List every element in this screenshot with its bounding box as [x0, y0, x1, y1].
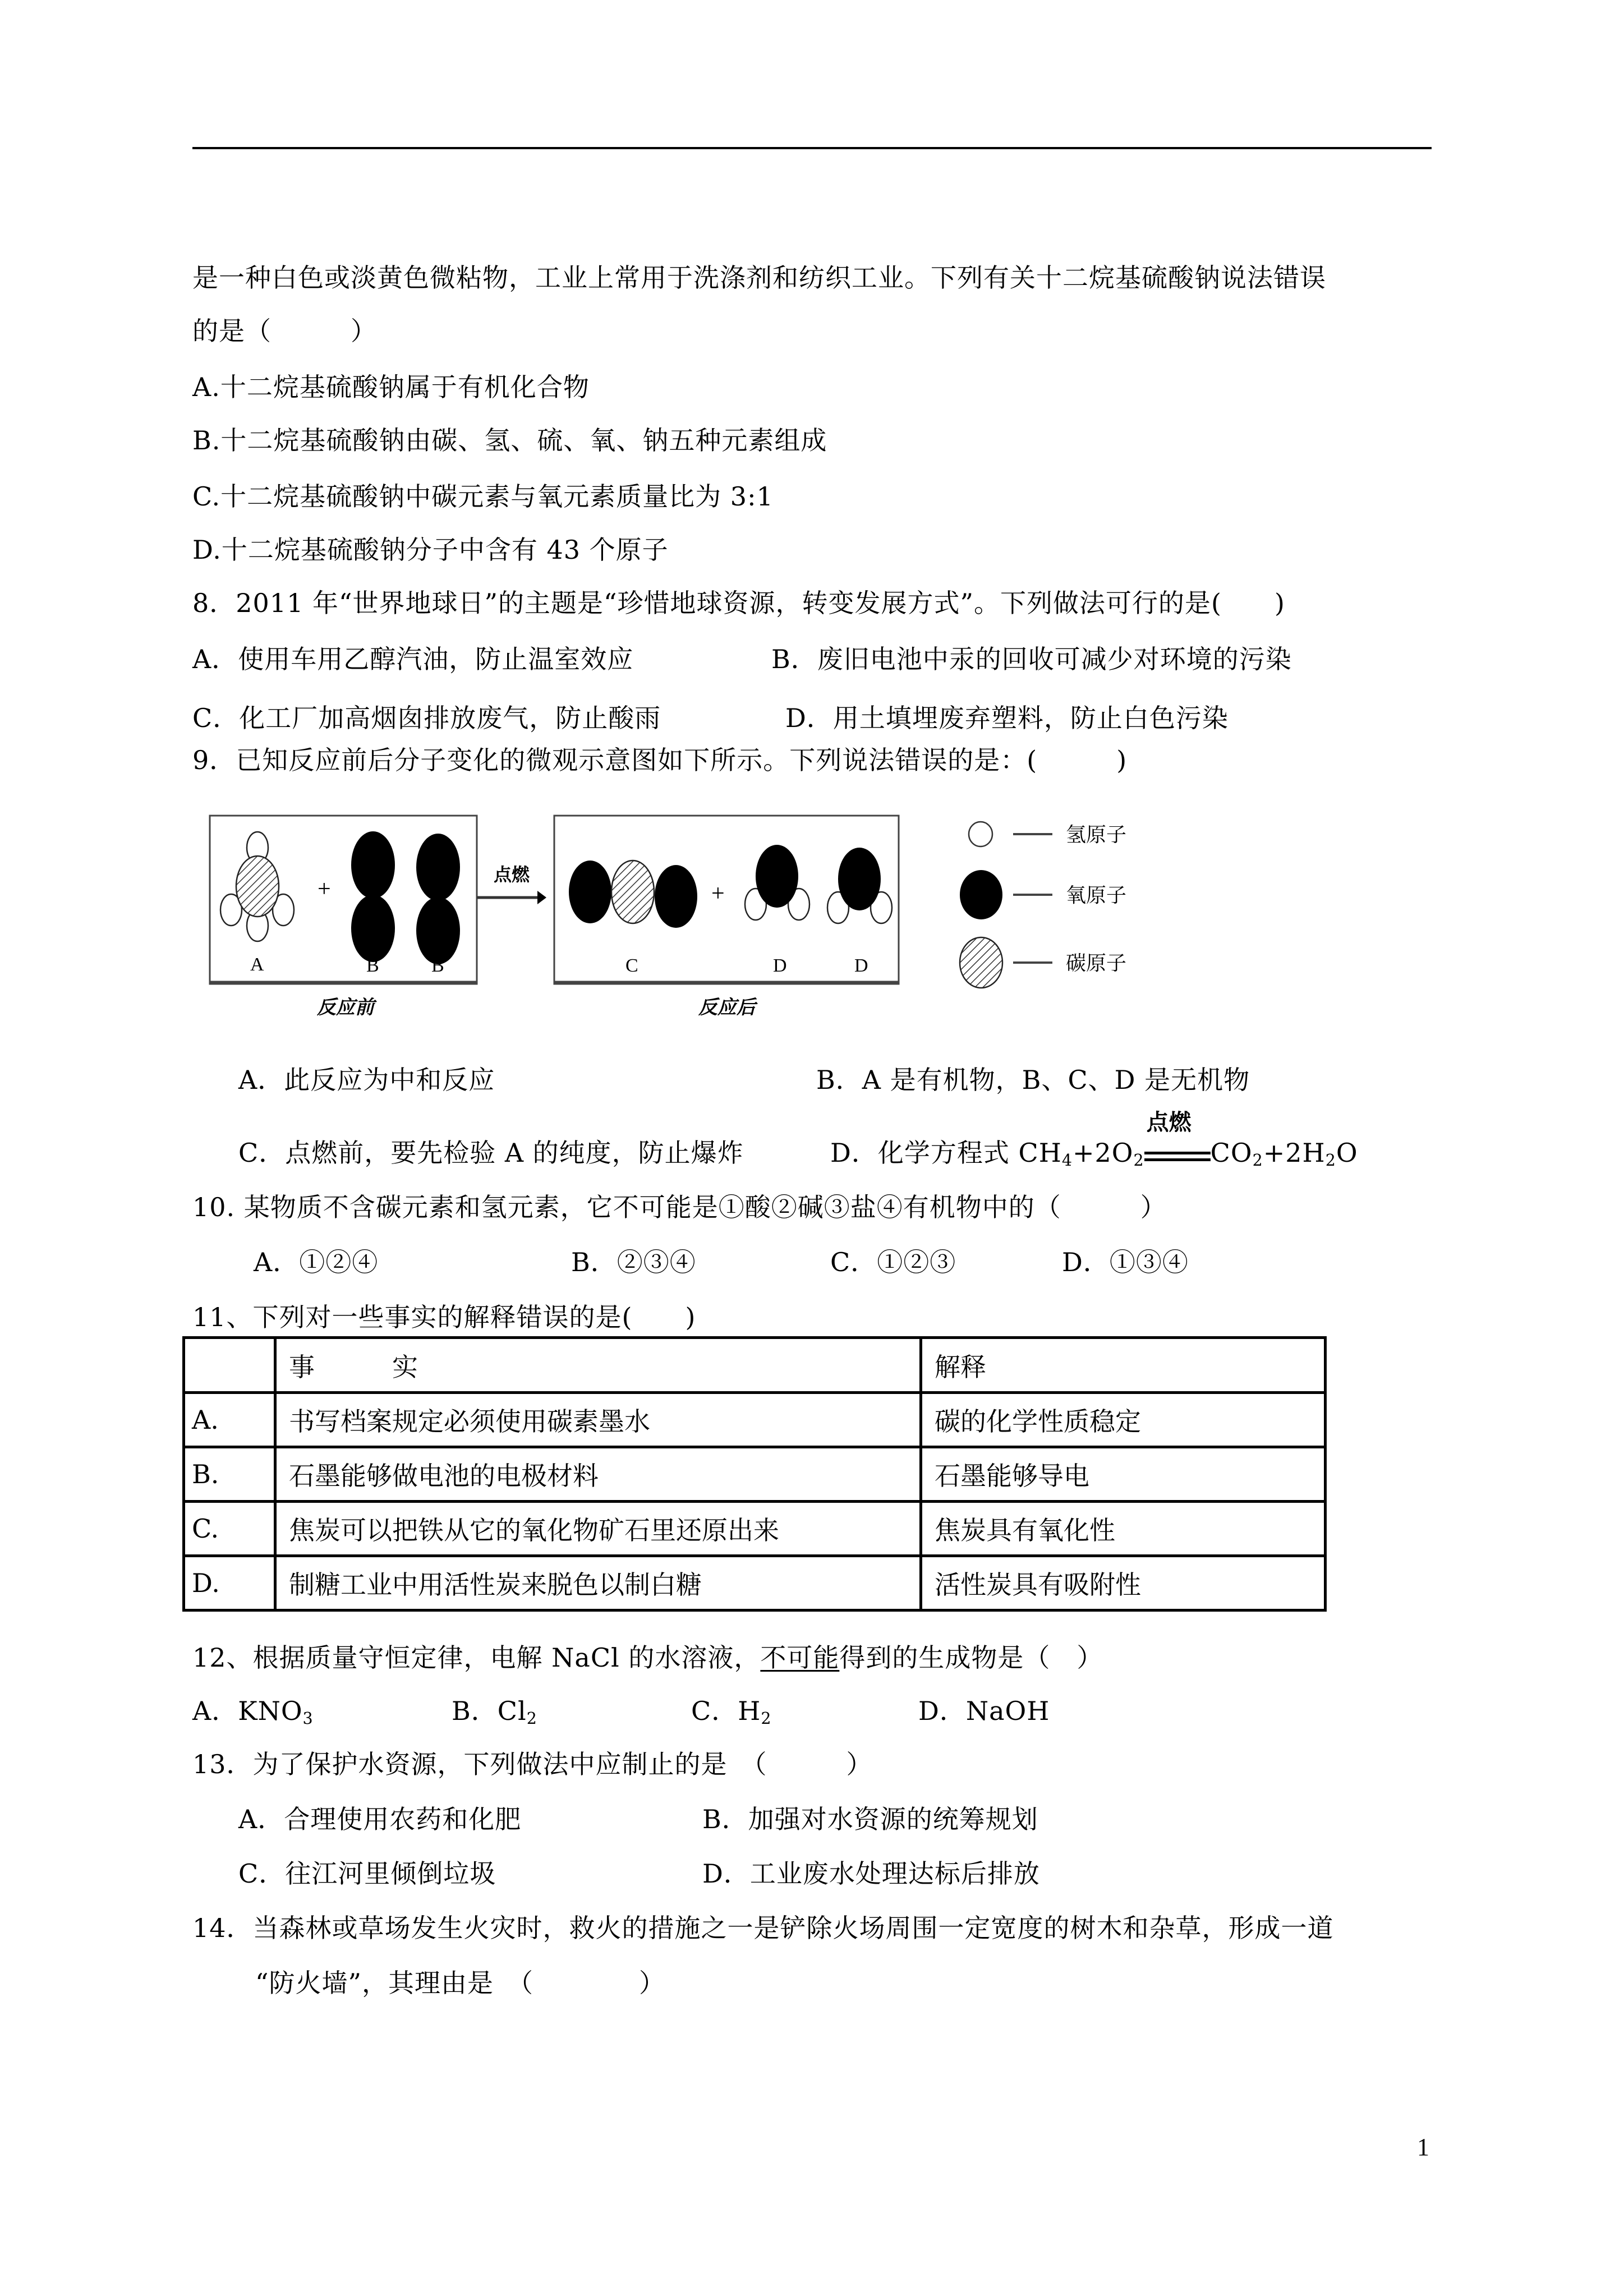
table-cell-explanation: 石墨能够导电 [921, 1447, 1326, 1502]
q7-option-c: C.十二烷基硫酸钠中碳元素与氧元素质量比为 3:1 [192, 481, 774, 512]
legend-oxygen-label: 氧原子 [1066, 884, 1127, 907]
equation-co: CO [1210, 1138, 1253, 1168]
oxygen-atom [756, 845, 798, 908]
table-cell-explanation: 活性炭具有吸附性 [921, 1556, 1326, 1611]
oxygen-atom [838, 848, 881, 910]
molecule-b [351, 831, 395, 962]
equation-o: O [1336, 1138, 1358, 1168]
arrow-label: 点燃 [494, 864, 530, 885]
equation-condition: 点燃 [1146, 1109, 1191, 1135]
q7-option-a: A.十二烷基硫酸钠属于有机化合物 [192, 372, 590, 402]
before-label: 反应前 [317, 996, 374, 1019]
q11-stem: 11、下列对一些事实的解释错误的是( ) [192, 1302, 696, 1332]
legend-carbon-label: 碳原子 [1066, 952, 1127, 975]
q12-stem-suffix: 得到的生成物是（ ） [839, 1642, 1103, 1673]
molecule-c [569, 861, 697, 928]
equation-plus1: +2O [1072, 1138, 1134, 1168]
table-cell-fact: 制糖工业中用活性炭来脱色以制白糖 [275, 1556, 921, 1611]
q12-stem [192, 1641, 1103, 1674]
table-cell-label: D. [184, 1556, 275, 1611]
legend-oxygen-icon [960, 870, 1002, 919]
table-cell-label: C. [184, 1502, 275, 1556]
q12-option-c [691, 1694, 771, 1728]
q9-option-a: A．此反应为中和反应 [238, 1065, 495, 1095]
q8-stem: 8．2011 年“世界地球日”的主题是“珍惜地球资源，转变发展方式”。下列做法可行的是( ) [192, 588, 1285, 618]
q12-option-a [192, 1694, 314, 1728]
oxygen-atom [351, 831, 395, 899]
q12-option-a-label: A．KNO [192, 1696, 303, 1726]
q8-option-b: B．废旧电池中汞的回收可减少对环境的污染 [771, 644, 1292, 674]
q7-stem-line2: 的是（ ） [192, 316, 377, 346]
reaction-diagram [202, 808, 1212, 1032]
equation-ch-sub: 4 [1061, 1151, 1073, 1170]
table-cell-label: B. [184, 1447, 275, 1502]
oxygen-atom [416, 834, 460, 901]
q10-option-d: D．①③④ [1062, 1247, 1189, 1277]
equation-o2-sub: 2 [1133, 1151, 1144, 1170]
q8-option-c: C．化工厂加高烟囱排放废气，防止酸雨 [192, 703, 661, 733]
q10-stem: 10. 某物质不含碳元素和氢元素，它不可能是①酸②碱③盐④有机物中的（ ） [192, 1192, 1167, 1222]
q12-option-c-label: C．H [691, 1696, 761, 1726]
arrow-head [537, 891, 546, 904]
q10-option-a: A．①②④ [254, 1247, 379, 1277]
q12-option-b-label: B．Cl [452, 1696, 527, 1726]
table-cell-explanation: 焦炭具有氧化性 [921, 1502, 1326, 1556]
oxygen-atom [416, 897, 460, 964]
label-b2: B [431, 955, 444, 976]
q7-option-d: D.十二烷基硫酸钠分子中含有 43 个原子 [192, 535, 669, 565]
q10-option-c: C．①②③ [830, 1247, 956, 1277]
table-row [184, 1447, 1326, 1502]
q12-option-b-sub: 2 [526, 1709, 537, 1728]
equation-equals-sign [1144, 1109, 1211, 1170]
q13-option-b: B．加强对水资源的统筹规划 [702, 1804, 1038, 1834]
table-cell-fact: 石墨能够做电池的电极材料 [275, 1447, 921, 1502]
table-cell-fact: 书写档案规定必须使用碳素墨水 [275, 1393, 921, 1447]
molecule-d [827, 848, 892, 923]
q12-stem-underlined: 不可能 [760, 1642, 840, 1673]
oxygen-atom [351, 895, 395, 962]
q12-stem-prefix: 12、根据质量守恒定律，电解 NaCl 的水溶液， [192, 1642, 761, 1673]
q9-option-d [830, 1109, 1358, 1170]
table-row [184, 1393, 1326, 1447]
q9-stem: 9．已知反应前后分子变化的微观示意图如下所示。下列说法错误的是：( ) [192, 745, 1128, 775]
equation-co-sub: 2 [1252, 1151, 1263, 1170]
facts-table [182, 1336, 1327, 1612]
equation-plus2: +2H [1263, 1138, 1326, 1168]
table-header-cell: 解释 [921, 1338, 1326, 1393]
table-row [184, 1556, 1326, 1611]
q9-option-b: B．A 是有机物，B、C、D 是无机物 [816, 1065, 1250, 1095]
table-header-cell [184, 1338, 275, 1393]
q9-option-c: C．点燃前，要先检验 A 的纯度，防止爆炸 [238, 1138, 744, 1168]
table-cell-fact: 焦炭可以把铁从它的氧化物矿石里还原出来 [275, 1502, 921, 1556]
oxygen-atom [569, 861, 611, 923]
label-d1: D [773, 955, 787, 976]
plus-sign: + [711, 881, 725, 907]
q12-option-d: D．NaOH [918, 1696, 1050, 1726]
q14-stem-line1: 14．当森林或草场发生火灾时，救火的措施之一是铲除火场周围一定宽度的树木和杂草，形成一道 [192, 1913, 1334, 1943]
q8-option-a: A．使用车用乙醇汽油，防止温室效应 [192, 644, 634, 674]
q8-option-d: D．用土填埋废弃塑料，防止白色污染 [785, 703, 1229, 733]
equation-ch: CH [1018, 1138, 1062, 1168]
table-cell-label: A. [184, 1393, 275, 1447]
table-header-row [184, 1338, 1326, 1393]
legend-hydrogen-icon [969, 822, 992, 846]
label-a: A [250, 954, 264, 975]
oxygen-atom [655, 865, 697, 928]
label-b1: B [366, 955, 379, 976]
q9-option-d-prefix: D．化学方程式 [830, 1138, 1019, 1168]
table-row [184, 1502, 1326, 1556]
carbon-atom [236, 856, 279, 917]
q10-option-b: B．②③④ [571, 1247, 696, 1277]
label-c: C [625, 955, 638, 976]
plus-sign: + [318, 876, 331, 902]
table-cell-explanation: 碳的化学性质稳定 [921, 1393, 1326, 1447]
q12-option-c-sub: 2 [761, 1709, 772, 1728]
molecule-b [416, 834, 460, 964]
molecule-a [220, 832, 294, 941]
q7-option-b: B.十二烷基硫酸钠由碳、氢、硫、氧、钠五种元素组成 [192, 425, 827, 455]
q13-option-d: D．工业废水处理达标后排放 [702, 1858, 1040, 1889]
q14-stem-line2: “防火墙”，其理由是 （ ） [255, 1968, 666, 1998]
legend [960, 822, 1126, 988]
equation-h2-sub: 2 [1325, 1151, 1336, 1170]
after-label: 反应后 [698, 996, 756, 1019]
legend-carbon-icon [960, 937, 1002, 988]
q13-option-c: C．往江河里倾倒垃圾 [238, 1858, 496, 1889]
q13-option-a: A．合理使用农药和化肥 [238, 1804, 522, 1834]
legend-hydrogen-label: 氢原子 [1066, 823, 1127, 846]
reaction-diagram-svg [202, 808, 1212, 1032]
q12-option-a-sub: 3 [302, 1709, 314, 1728]
label-d2: D [854, 955, 868, 976]
molecule-d [745, 845, 809, 920]
q12-option-b [452, 1694, 537, 1728]
table-header-cell: 事 实 [275, 1338, 921, 1393]
carbon-atom [611, 861, 654, 923]
page-number: 1 [1417, 2133, 1429, 2161]
q13-stem: 13．为了保护水资源，下列做法中应制止的是 （ ） [192, 1749, 873, 1779]
header-rule [192, 147, 1432, 149]
q7-stem-line1: 是一种白色或淡黄色微粘物，工业上常用于洗涤剂和纺织工业。下列有关十二烷基硫酸钠说法错误 [192, 263, 1326, 293]
